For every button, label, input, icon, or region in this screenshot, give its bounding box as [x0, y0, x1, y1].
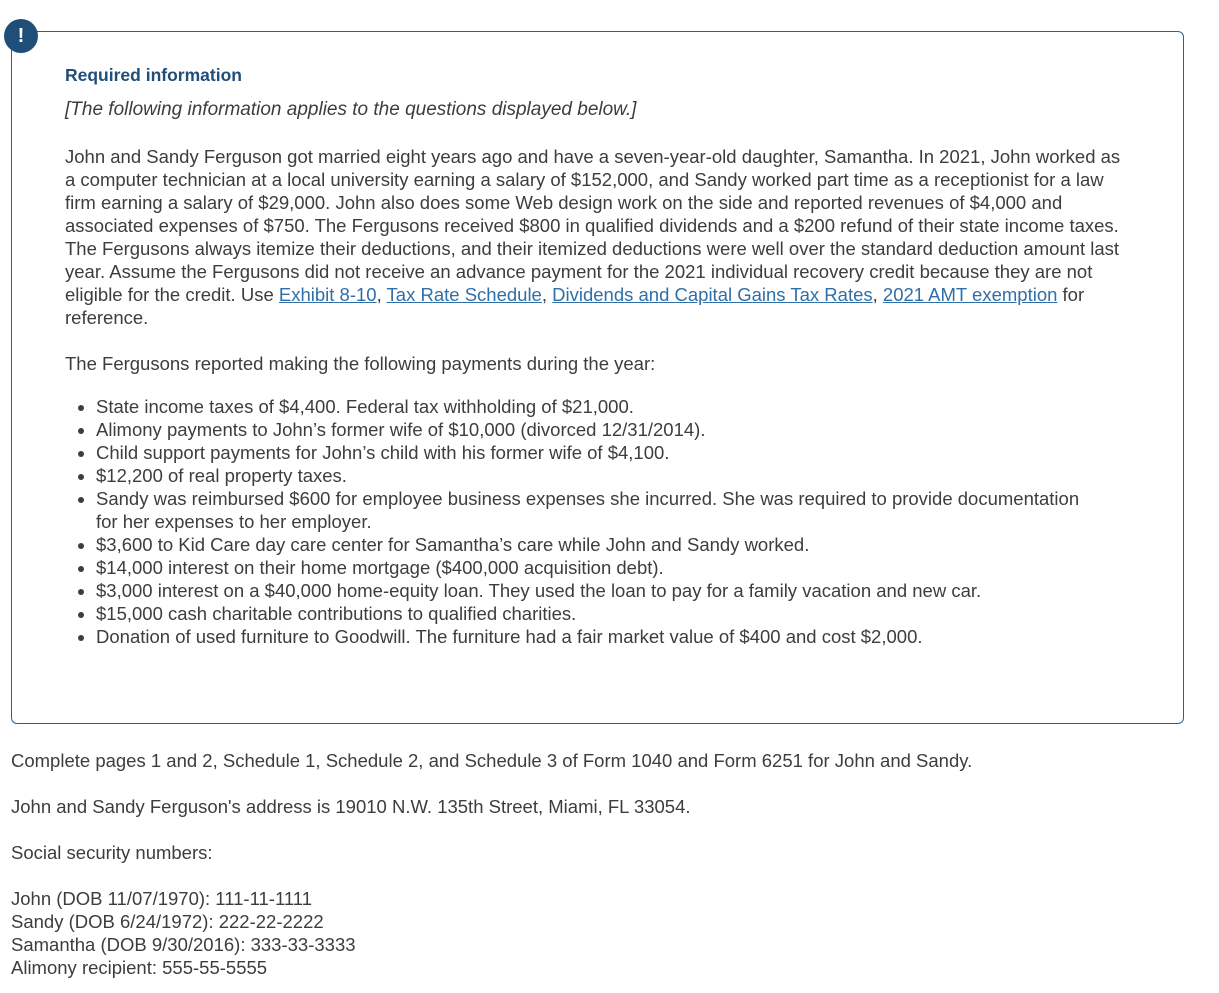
separator: , [541, 284, 547, 305]
payments-list [65, 395, 1096, 648]
address-text: John and Sandy Ferguson's address is 19010 N.W. 135th Street, Miami, FL 33054. [11, 796, 691, 817]
list-item: • $12,200 of real property taxes. [96, 464, 1096, 487]
panel-subtitle: [The following information applies to the questions displayed below.] [65, 99, 637, 120]
separator: , [376, 284, 387, 305]
list-item: • $14,000 interest on their home mortgage ($400,000 acquisition debt). [96, 556, 1096, 579]
payments-intro: The Fergusons reported making the following payments during the year: [65, 353, 656, 374]
ssn-entry: Sandy (DOB 6/24/1972): 222-22-2222 [11, 911, 324, 932]
ssn-entry: Samantha (DOB 9/30/2016): 333-33-3333 [11, 934, 356, 955]
dividends-capital-gains-link[interactable]: Dividends and Capital Gains Tax Rates [552, 284, 873, 305]
ssn-entry: John (DOB 11/07/1970): 111-11-1111 [11, 888, 312, 909]
list-item: • Child support payments for John’s child with his former wife of $4,100. [96, 441, 1096, 464]
separator: , [872, 284, 883, 305]
task-instructions: Complete pages 1 and 2, Schedule 1, Schedule 2, and Schedule 3 of Form 1040 and Form 6251 for John and Sandy. [11, 750, 973, 771]
list-item: • $3,000 interest on a $40,000 home-equity loan. They used the loan to pay for a family vacation and new car. [96, 579, 1096, 602]
amt-exemption-link[interactable]: 2021 AMT exemption [882, 284, 1058, 305]
panel-title: Required information [65, 65, 242, 85]
ssn-heading: Social security numbers: [11, 842, 213, 863]
exhibit-8-10-link[interactable]: Exhibit 8-10 [278, 284, 377, 305]
list-item: • Alimony payments to John’s former wife of $10,000 (divorced 12/31/2014). [96, 418, 1096, 441]
alert-icon: ! [4, 19, 38, 53]
scenario-text: John and Sandy Ferguson got married eight years ago and have a seven-year-old daughter, Samantha. In 2021, John worked as a computer technician at a local university earning a salary of $152,000, and Sandy worked part time as a receptionist for a law firm earning a salary of $29,000. John also does some Web design work on the side and reported revenues of $4,000 and associated expenses of $750. The Fergusons received $800 in qualified dividends and a $200 refund of their state income taxes. The Fergusons always itemize their deductions, and their itemized deductions were well over the standard deduction amount last year. Assume the Fergusons did not receive an advance payment for the 2021 individual recovery credit because they are not eligible for the credit. Use [65, 146, 1121, 305]
list-item: • $15,000 cash charitable contributions to qualified charities. [96, 602, 1096, 625]
list-item: • $3,600 to Kid Care day care center for Samantha’s care while John and Sandy worked. [96, 533, 1096, 556]
list-item: • Donation of used furniture to Goodwill. The furniture had a fair market value of $400 and cost $2,000. [96, 625, 1096, 648]
list-item: • Sandy was reimbursed $600 for employee business expenses she incurred. She was required to provide documentation for her expenses to her employer. [96, 487, 1096, 533]
ssn-list [11, 887, 356, 979]
scenario-end: for reference. [65, 284, 1085, 328]
required-information-panel [11, 31, 1184, 724]
list-item: • State income taxes of $4,400. Federal tax withholding of $21,000. [96, 395, 1096, 418]
ssn-entry: Alimony recipient: 555-55-5555 [11, 957, 268, 978]
tax-rate-schedule-link[interactable]: Tax Rate Schedule [386, 284, 542, 305]
scenario-paragraph [65, 145, 1125, 329]
